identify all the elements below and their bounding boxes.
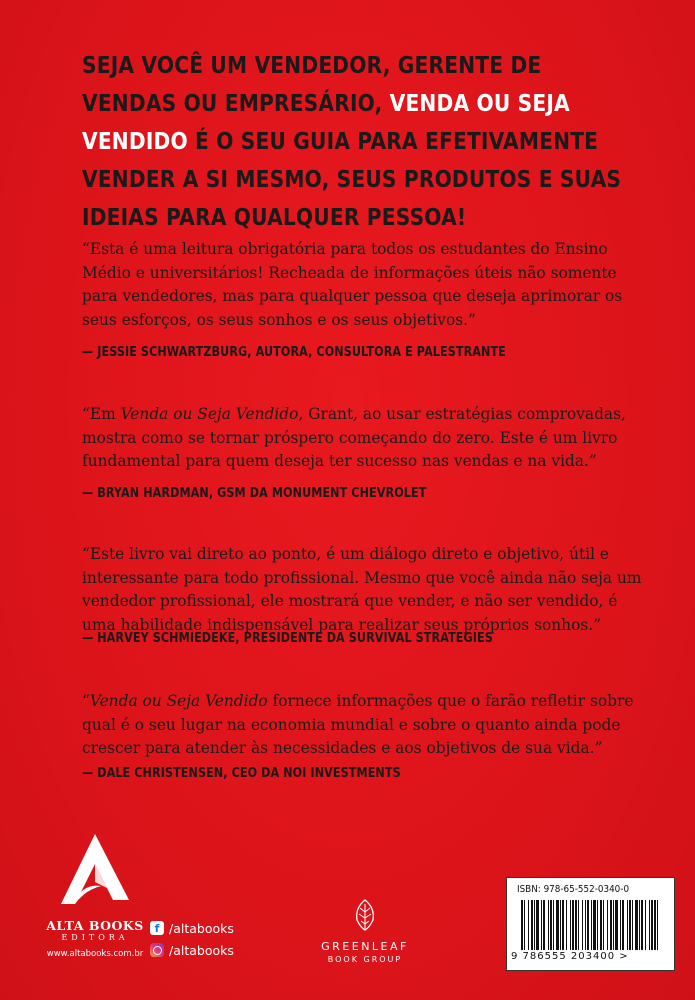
- testimonial-attribution-3: — HARVEY SCHMIEDEKE, PRESIDENTE DA SURVIVAL STRATEGIES: [82, 631, 493, 646]
- quote-text: “Em: [82, 405, 121, 423]
- instagram-icon: [150, 943, 164, 957]
- headline-text-1: SEJA VOCÊ UM VENDEDOR, GERENTE DE VENDAS OU EMPRESÁRIO,: [82, 51, 542, 117]
- instagram-handle: /altabooks: [169, 942, 234, 958]
- back-cover-footer: [0, 820, 695, 1000]
- quote-book-title: Venda ou Seja Vendido: [120, 405, 299, 423]
- greenleaf-leaf-icon: [353, 898, 377, 932]
- barcode-bars: [521, 900, 661, 950]
- testimonial-attribution-1: — JESSIE SCHWARTZBURG, AUTORA, CONSULTORA E PALESTRANTE: [82, 345, 506, 360]
- testimonial-attribution-2: — BRYAN HARDMAN, GSM DA MONUMENT CHEVROLET: [82, 486, 427, 501]
- barcode: [506, 877, 675, 971]
- publisher-subtitle: EDITORA: [61, 933, 129, 942]
- quote-text: “Esta é uma leitura obrigatória para todos os estudantes do Ensino Médio e universitários! Recheada de informações úteis não somente para vendedores, mas para qualquer pessoa que deseja aprimorar os seus esforços, os seus sonhos e os seus objetivos.”: [82, 240, 623, 329]
- headline-text-2: É O SEU GUIA PARA EFETIVAMENTE VENDER A SI MESMO, SEUS PRODUTOS E SUAS IDEIAS PARA QUALQUER PESSOA!: [82, 127, 622, 231]
- testimonial-quote-3: [82, 543, 642, 637]
- quote-text: “: [82, 692, 90, 710]
- headline: [82, 46, 643, 236]
- instagram-link[interactable]: [150, 939, 234, 961]
- testimonial-attribution-4: — DALE CHRISTENSEN, CEO DA NOI INVESTMENTS: [82, 766, 401, 781]
- quote-book-title: Venda ou Seja Vendido: [89, 692, 268, 710]
- quote-text: “Este livro vai direto ao ponto, é um diálogo direto e objetivo, útil e interessante para todo profissional. Mesmo que você ainda não seja um vendedor profissional, ele mostrará que vender, e não ser vendido, é uma habilidade indispensável para realizar seus próprios sonhos.”: [82, 545, 642, 634]
- greenleaf-block: [305, 898, 425, 964]
- isbn-label: ISBN: 978-65-552-0340-0: [517, 884, 630, 895]
- testimonial-quote-4: [82, 690, 642, 761]
- testimonial-quote-2: [82, 403, 642, 474]
- quote-text: , Grant, ao usar estratégias comprovadas, mostra como se tornar próspero começando do zero. Este é um livro fundamental para quem deseja ter sucesso nas vendas e na vida.”: [82, 405, 626, 470]
- greenleaf-subtitle: BOOK GROUP: [327, 955, 403, 964]
- quote-text: fornece informações que o farão refletir sobre qual é o seu lugar na economia mundial e sobre o quanto ainda pode crescer para atender às necessidades e aos objetivos de sua vida.”: [82, 692, 634, 757]
- barcode-digits: 9 786555 203400 >: [511, 951, 629, 962]
- facebook-handle: /altabooks: [169, 920, 234, 936]
- publisher-name: ALTA BOOKS: [46, 918, 144, 933]
- headline-book-title: VENDA OU SEJA VENDIDO: [82, 89, 570, 155]
- social-links: [150, 917, 234, 961]
- testimonial-quote-1: [82, 238, 642, 332]
- publisher-block: [40, 830, 150, 959]
- greenleaf-name: GREENLEAF: [321, 940, 409, 953]
- alta-books-logo-icon: [55, 830, 135, 910]
- facebook-icon: f: [150, 921, 164, 935]
- publisher-website: www.altabooks.com.br: [46, 949, 144, 959]
- facebook-link[interactable]: [150, 917, 234, 939]
